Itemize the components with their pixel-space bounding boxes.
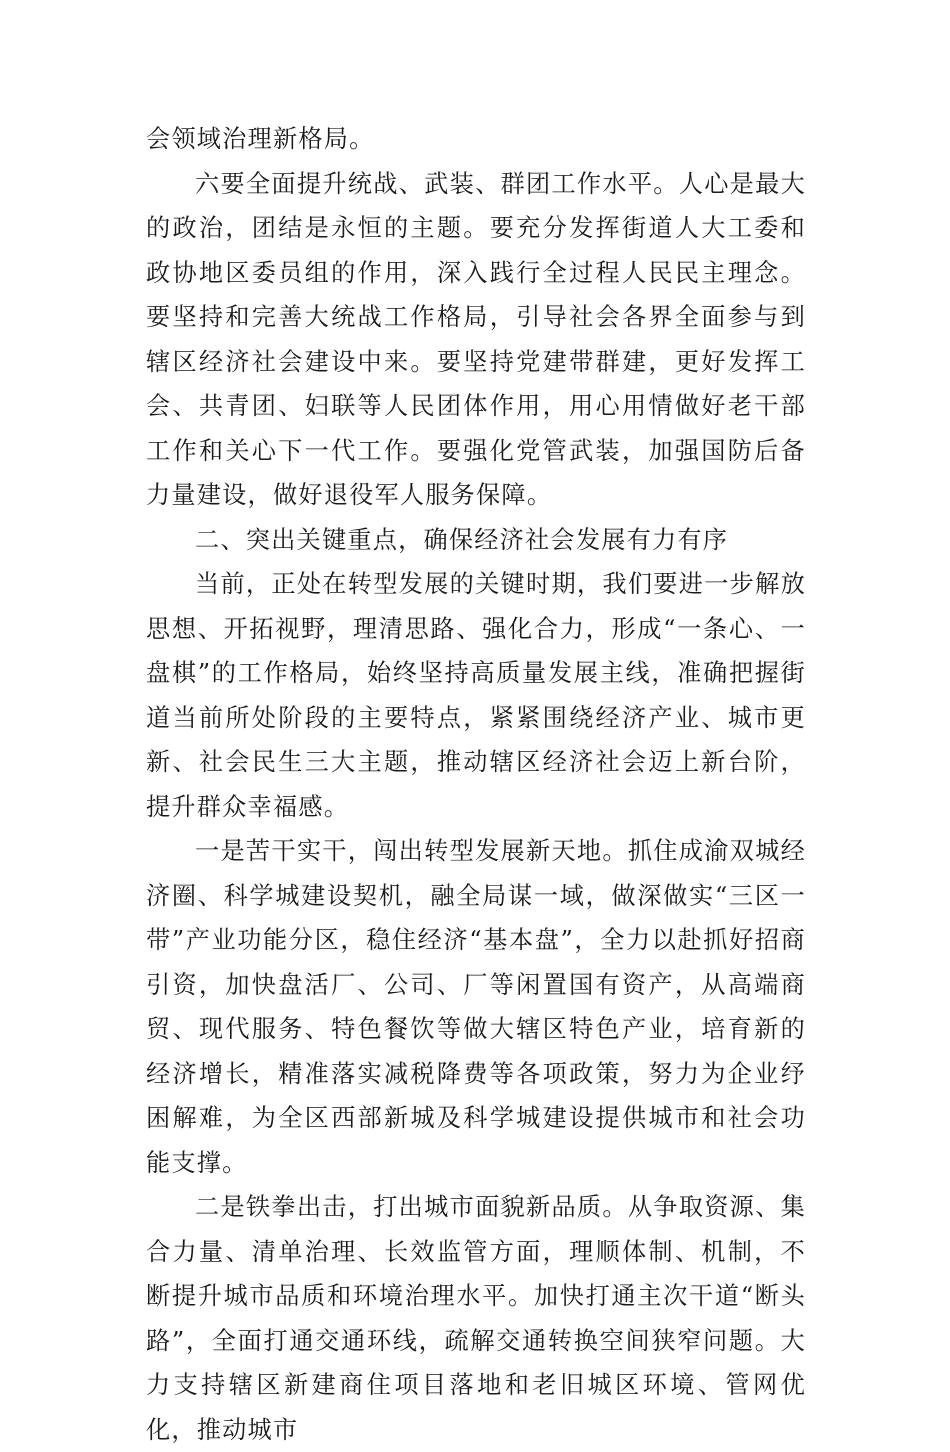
paragraph-united-front: 六要全面提升统战、武装、群团工作水平。人心是最大的政治，团结是永恒的主题。要充分发挥街道人大工委和政协地区委员组的作用，深入践行全过程人民民主理念。要坚持和完善大统战工作格局，引导社会各界全面参与到辖区经济社会建设中来。要坚持党建带群建，更好发挥工会、共青团、妇联等人民团体作用，用心用情做好老干部工作和关心下一代工作。要强化党管武装，加强国防后备力量建设，做好退役军人服务保障。 bbox=[146, 169, 806, 509]
paragraph-city-quality: 二是铁拳出击，打出城市面貌新品质。从争取资源、集合力量、清单治理、长效监管方面，理顺体制、机制，不断提升城市品质和环境治理水平。加快打通主次干道“断头路”，全面打通交通环线，疏解交通转换空间狭窄问题。大力支持辖区新建商住项目落地和老旧城区环境、管网优化，推动城市 bbox=[146, 1193, 806, 1444]
section-heading: 二、突出关键重点，确保经济社会发展有力有序 bbox=[195, 525, 729, 554]
paragraph-continuation: 会领域治理新格局。 bbox=[146, 125, 375, 153]
paragraph-transformation: 一是苦干实干，闯出转型发展新天地。抓住成渝双城经济圈、科学城建设契机，融全局谋一域，做深做实“三区一带”产业功能分区，稳住经济“基本盘”，全力以赴抓好招商引资，加快盘活厂、公司、厂等闲置国有资产，从高端商贸、现代服务、特色餐饮等做大辖区特色产业，培育新的经济增长，精准落实减税降费等各项政策，努力为企业纾困解难，为全区西部新城及科学城建设提供城市和社会功能支撑。 bbox=[146, 837, 806, 1177]
document-body bbox=[146, 117, 806, 1452]
paragraph-current-period: 当前，正处在转型发展的关键时期，我们要进一步解放思想、开拓视野，理清思路、强化合力，形成“一条心、一盘棋”的工作格局，始终坚持高质量发展主线，准确把握街道当前所处阶段的主要特点，紧紧围绕经济产业、城市更新、社会民生三大主题，推动辖区经济社会迈上新台阶，提升群众幸福感。 bbox=[146, 570, 806, 821]
